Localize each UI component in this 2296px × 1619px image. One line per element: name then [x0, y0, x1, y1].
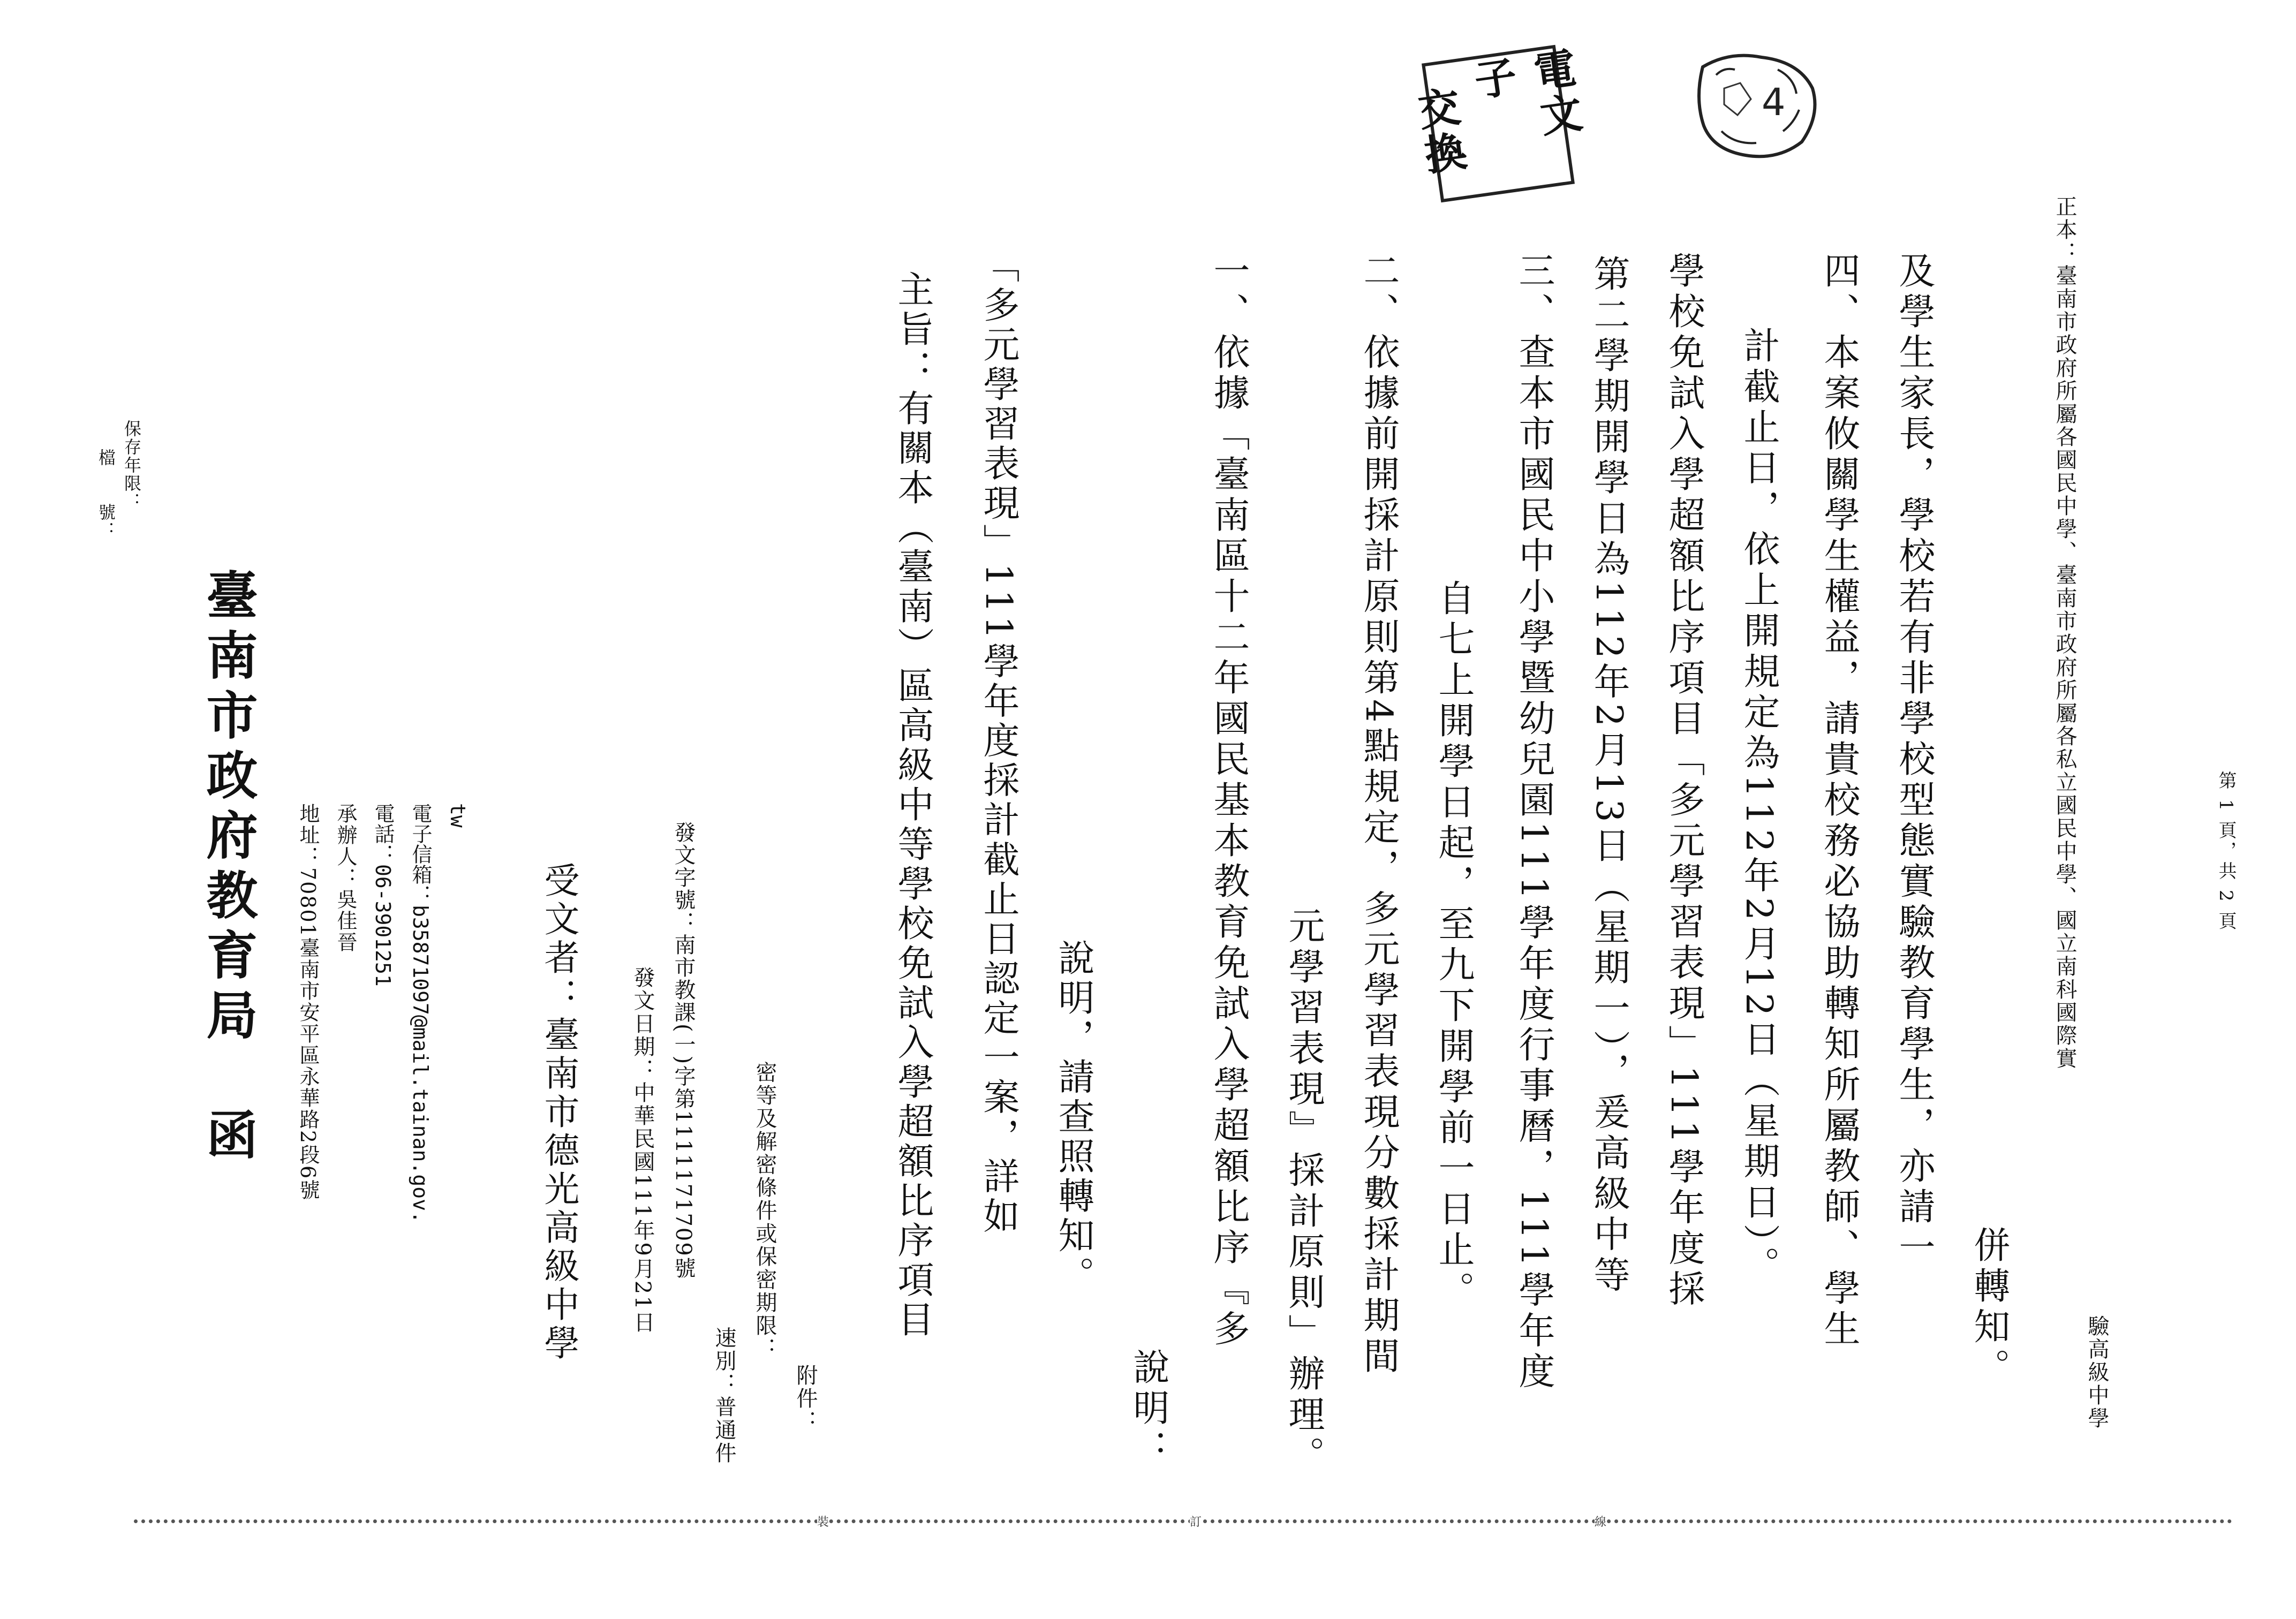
explanation-line: 三、查本市國民中小學暨幼兒園111學年度行事曆，111學年度 [1513, 252, 1555, 1393]
page-number: 第 1 頁，共 2 頁 [2215, 771, 2237, 932]
explanation-line: 及學生家長，學校若有非學校型態實驗教育學生，亦請一 [1893, 252, 1935, 1269]
subject-line-3: 說明，請查照轉知。 [1052, 939, 1094, 1296]
explanation-line: 第二學期開學日為112年2月13日（星期一），爰高級中等 [1588, 255, 1630, 1297]
binding-mark-xian: 線 [1595, 1513, 1606, 1530]
explanation-line: 自七上開學日起，至九下開學前一日止。 [1432, 579, 1475, 1312]
document-title: 臺南市政府教育局 函 [198, 569, 259, 1168]
explanation-line: 四、本案攸關學生權益，請貴校務必協助轉知所屬教師、學生 [1818, 252, 1860, 1350]
document-number: 發文字號：南市教課(一)字第1111171709號 [671, 821, 696, 1280]
cc-recipients-line-2: 驗高級中學 [2084, 1315, 2109, 1430]
seal-number: 4 [1762, 80, 1786, 124]
email-continuation: tw [446, 803, 470, 828]
secrecy-terms: 密等及解密條件或保密期限： [752, 1061, 777, 1360]
subject-line-1: 主旨：有關本（臺南）區高級中等學校免試入學超額比序項目 [892, 270, 934, 1340]
explanation-line: 一、依據「臺南區十二年國民基本教育免試入學超額比序『多 [1207, 252, 1250, 1350]
email: 電子信箱：b35871097@mail.tainan.gov. [409, 803, 432, 1223]
explanation-line: 元學習表現』採計原則」辦理。 [1282, 907, 1325, 1477]
explanation-line: 二、依據前開採計原則第4點規定，多元學習表現分數採計期間 [1357, 252, 1400, 1378]
electronic-exchange-stamp [1408, 45, 1585, 203]
explanation-line: 計截止日，依上開規定為112年2月12日（星期日）。 [1738, 327, 1780, 1287]
receipt-seal [1692, 51, 1821, 163]
address: 地址：70801臺南市安平區永華路2段6號 [296, 803, 320, 1201]
delivery-speed: 速別：普通件 [712, 1327, 736, 1465]
stamp-col-2: 交換 [1408, 84, 1470, 180]
recipient: 受文者：臺南市德光高級中學 [538, 862, 579, 1363]
attachment: 附件： [793, 1364, 818, 1433]
file-number-label: 檔 號： [96, 449, 116, 540]
handler: 承辦人：吳佳晉 [334, 803, 357, 953]
explanation-heading: 說明： [1127, 1348, 1169, 1470]
binding-mark-ding: 訂 [1190, 1513, 1202, 1530]
explanation-line: 學校免試入學超額比序項目「多元學習表現」111學年度採 [1663, 252, 1705, 1311]
binding-mark-zhuang: 裝 [817, 1513, 829, 1530]
cc-recipients-line-1: 正本：臺南市政府所屬各國民中學、臺南市政府所屬各私立國民中學、國立南科國際實 [2052, 195, 2077, 1070]
stamp-col-1: 電文子 [1465, 46, 1585, 142]
explanation-line: 併轉知。 [1968, 1226, 2010, 1389]
phone: 電話：06-3901251 [371, 803, 395, 987]
binding-line [134, 1519, 2233, 1523]
subject-line-2: 「多元學習表現」111學年度採計截止日認定一案，詳如 [977, 246, 1019, 1237]
issue-date: 發文日期：中華民國111年9月21日 [630, 966, 655, 1334]
retention-label: 保存年限： [122, 420, 142, 511]
